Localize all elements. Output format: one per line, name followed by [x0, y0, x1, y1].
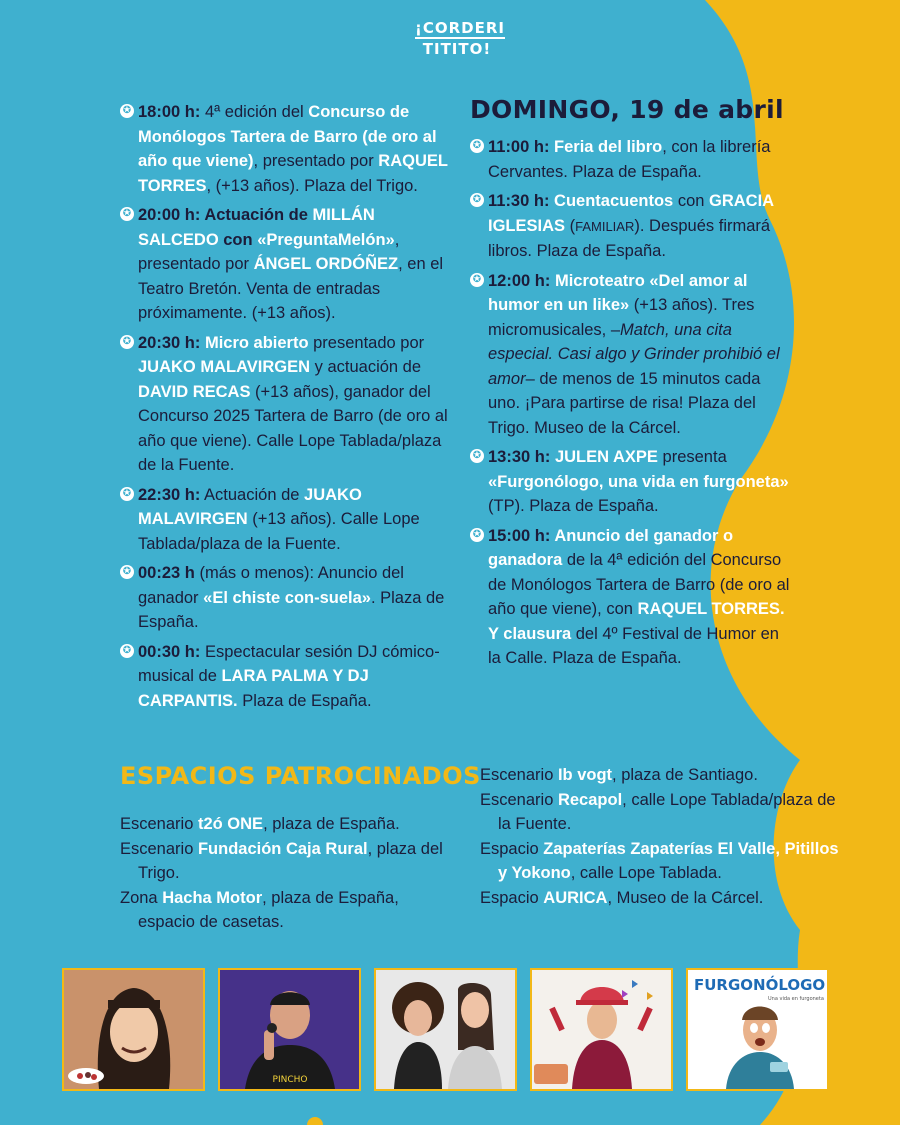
- sponsor-entry: Zona Hacha Motor, plaza de España, espacio de casetas.: [120, 888, 399, 931]
- event-item: ✪ 20:30 h: Micro abierto presentado por JUAKO MALAVIRGEN y actuación de DAVID RECAS (+13 años), ganador del Concurso 2025 Tartera de Barro (de oro al año que viene). Calle Lope Tablada/plaza de la Fuente.: [120, 331, 460, 478]
- event-item: ✪ 00:30 h: Espectacular sesión DJ cómico-musical de LARA PALMA Y DJ CARPANTIS. Plaza de España.: [120, 640, 460, 714]
- star-icon: ✪: [120, 335, 134, 349]
- saturday-schedule: [120, 100, 460, 718]
- photo-performer-2: [218, 968, 361, 1091]
- day-title: DOMINGO, 19 de abril: [470, 95, 784, 124]
- photo-performer-5: [686, 968, 829, 1091]
- event-item: ✪ 13:30 h: JULEN AXPE presenta «Furgonólogo, una vida en furgoneta» (TP). Plaza de España.: [470, 445, 790, 519]
- sponsors-list-left: [120, 812, 460, 935]
- star-icon: ✪: [470, 193, 484, 207]
- photo-performer-4: [530, 968, 673, 1091]
- star-icon: ✪: [470, 139, 484, 153]
- festival-logo: ¡CORDERI TITITO!: [415, 19, 505, 58]
- event-item: ✪ 20:00 h: Actuación de MILLÁN SALCEDO con «PreguntaMelón», presentado por ÁNGEL ORDÓÑEZ, en el Teatro Bretón. Venta de entradas próximamente. (+13 años).: [120, 203, 460, 326]
- event-item: ✪ 15:00 h: Anuncio del ganador o ganadora de la 4ª edición del Concurso de Monólogos Tartera de Barro (de oro al año que viene), con RAQUEL TORRES. Y clausura del 4º Festival de Humor en la Calle. Plaza de España.: [470, 524, 790, 671]
- sponsors-title: ESPACIOS PATROCINADOS: [120, 762, 481, 790]
- performer-photos: [62, 968, 842, 1093]
- sunday-schedule: [470, 95, 790, 676]
- sponsor-entry: Escenario Ib vogt, plaza de Santiago.: [480, 766, 758, 784]
- sponsor-entry: Espacio AURICA, Museo de la Cárcel.: [480, 888, 764, 907]
- sponsor-entry: Escenario Fundación Caja Rural, plaza del Trigo.: [120, 839, 443, 882]
- event-item: ✪ 18:00 h: 4ª edición del Concurso de Monólogos Tartera de Barro (de oro al año que viene), presentado por RAQUEL TORRES, (+13 años). Plaza del Trigo.: [120, 100, 460, 198]
- star-icon: ✪: [120, 565, 134, 579]
- svg-text:Una vida en furgoneta: Una vida en furgoneta: [768, 996, 824, 1002]
- photo-performer-1: [62, 968, 205, 1091]
- svg-text:PINCHO: PINCHO: [272, 1075, 308, 1085]
- event-item: ✪ 11:30 h: Cuentacuentos con GRACIA IGLESIAS (FAMILIAR). Después firmará libros. Plaza de España.: [470, 189, 790, 264]
- sponsor-entry: Escenario Recapol, calle Lope Tablada/plaza de la Fuente.: [480, 790, 836, 833]
- sponsor-entry: Escenario t2ó ONE, plaza de España.: [120, 815, 400, 833]
- star-icon: ✪: [120, 104, 134, 118]
- sponsors-list-right: [480, 763, 840, 910]
- event-item: ✪ 22:30 h: Actuación de JUAKO MALAVIRGEN (+13 años). Calle Lope Tablada/plaza de la Fuente.: [120, 483, 460, 557]
- event-item: ✪ 00:23 h (más o menos): Anuncio del ganador «El chiste con-suela». Plaza de España.: [120, 561, 460, 635]
- svg-text:FURGONÓLOGO: FURGONÓLOGO: [694, 976, 826, 994]
- star-icon: ✪: [120, 207, 134, 221]
- star-icon: ✪: [120, 487, 134, 501]
- star-icon: ✪: [470, 273, 484, 287]
- photo-performer-3: [374, 968, 517, 1091]
- sponsor-entry: Espacio Zapaterías Zapaterías El Valle, Pitillos y Yokono, calle Lope Tablada.: [480, 839, 839, 882]
- star-icon: ✪: [120, 644, 134, 658]
- star-icon: ✪: [470, 449, 484, 463]
- star-icon: ✪: [470, 528, 484, 542]
- event-item: ✪ 11:00 h: Feria del libro, con la librería Cervantes. Plaza de España.: [470, 135, 790, 184]
- event-item: ✪ 12:00 h: Microteatro «Del amor al humor en un like» (+13 años). Tres micromusicales, –Match, una cita especial. Casi algo y Grinder prohibió el amor– de menos de 15 minutos cada uno. ¡Para partirse de risa! Plaza del Trigo. Museo de la Cárcel.: [470, 269, 790, 441]
